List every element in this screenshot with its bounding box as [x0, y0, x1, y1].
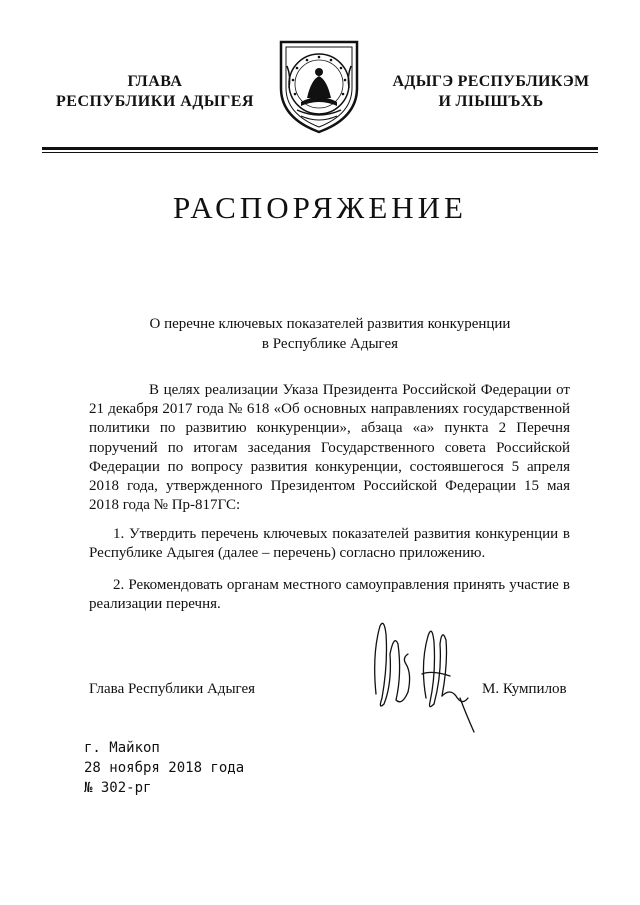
subject-line1: О перечне ключевых показателей развития конкуренции — [149, 316, 511, 332]
header-divider-thick — [42, 147, 598, 150]
handwritten-signature-icon — [362, 614, 492, 739]
header-left-line1: ГЛАВА — [127, 73, 183, 90]
header-right-line1: АДЫГЭ РЕСПУБЛИКЭМ — [392, 73, 590, 90]
document-number: № 302-рг — [84, 780, 152, 796]
document-title: РАСПОРЯЖЕНИЕ — [173, 190, 467, 225]
paragraph-preamble: В целях реализации Указа Президента Российской Федерации от 21 декабря 2017 года № 618 «Об основных направлениях государственной политики по развитию конкуренции», абзаца «а» пункта 2 Перечня поручений по итогам заседания Государственного совета Российской Федерации по вопросу развития конкуренции, состоявшегося 5 апреля 2018 года, утвержденного Президентом Российской Федерации 15 мая 2018 года № Пр-817ГС: — [89, 382, 570, 514]
signatory-position: Глава Республики Адыгея — [89, 681, 256, 697]
document-subject — [90, 314, 570, 354]
paragraph-item-2: 2. Рекомендовать органам местного самоуправления принять участие в реализации перечня. — [89, 577, 570, 613]
paragraph-item-1: 1. Утвердить перечень ключевых показателей развития конкуренции в Республике Адыгея (далее – перечень) согласно приложению. — [89, 526, 570, 562]
header-left — [40, 72, 270, 112]
place-of-issue: г. Майкоп — [84, 740, 160, 756]
header-left-line2: РЕСПУБЛИКИ АДЫГЕЯ — [56, 93, 254, 110]
issue-date: 28 ноября 2018 года — [84, 760, 245, 776]
header-divider-thin — [42, 152, 598, 153]
signatory-name: М. Кумпилов — [482, 681, 567, 697]
header-right-line2: И ЛІЫШЪХЬ — [438, 93, 544, 110]
coat-of-arms-icon — [271, 36, 367, 136]
subject-line2: в Республике Адыгея — [261, 336, 399, 352]
header-right — [380, 72, 602, 112]
